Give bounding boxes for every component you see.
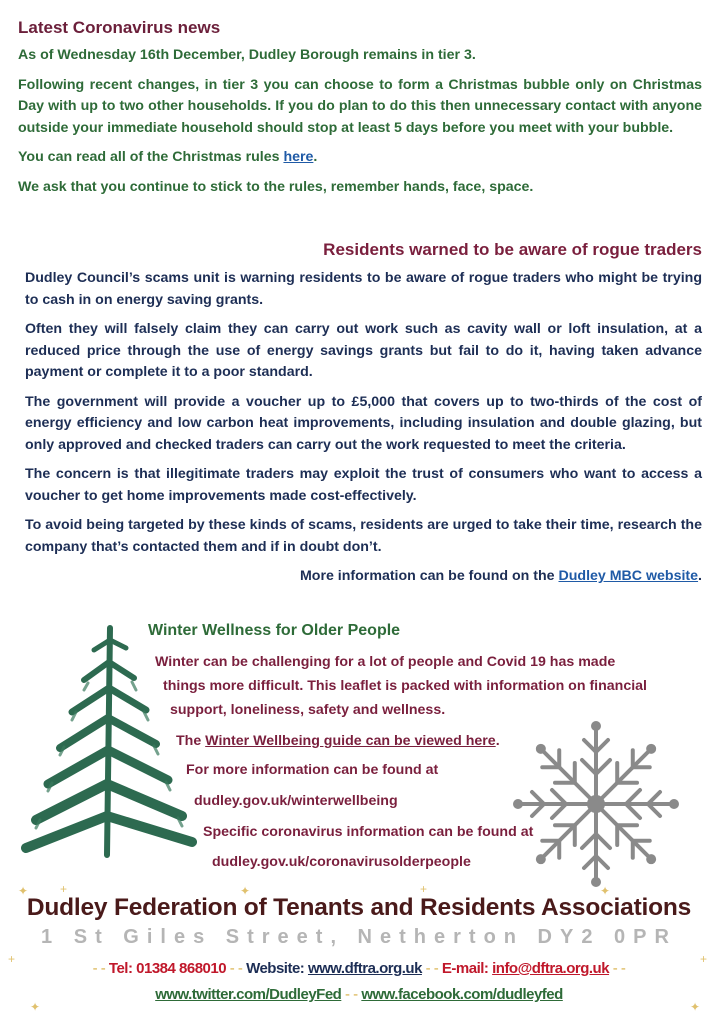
stick-to-rules-paragraph: We ask that you continue to stick to the rules, remember hands, face, space.: [18, 178, 534, 195]
sparkle-icon: ✦: [18, 884, 29, 898]
footer: [0, 882, 718, 1024]
organisation-name: Dudley Federation of Tenants and Residents Associations: [26, 894, 692, 921]
winter-guide-line: The Winter Wellbeing guide can be viewed here.: [176, 733, 500, 749]
coronavirus-info-line: Specific coronavirus information can be found at: [203, 824, 534, 840]
email-label: E-mail:: [441, 960, 493, 977]
coronavirus-older-people-url: dudley.gov.uk/coronavirusolderpeople: [212, 854, 471, 870]
sparkle-icon: ✦: [690, 1000, 701, 1014]
avoid-scams-paragraph: To avoid being targeted by these kinds of scams, residents are urged to take their time, research the company that’s contacted them and if in doubt don’t.: [25, 517, 702, 555]
winter-text-line-2: things more difficult. This leaflet is packed with information on financial: [163, 678, 648, 694]
more-info-paragraph: More information can be found on the Dudley MBC website.: [299, 568, 702, 584]
sparkle-icon: +: [8, 952, 16, 966]
sparkle-icon: ✦: [600, 884, 611, 898]
telephone-number: Tel: 01384 868010: [108, 960, 227, 977]
website-link[interactable]: www.dftra.org.uk: [307, 960, 422, 977]
dudley-mbc-website-link[interactable]: Dudley MBC website: [558, 568, 699, 584]
sparkle-icon: +: [60, 882, 68, 896]
winter-wellbeing-guide-link[interactable]: Winter Wellbeing guide can be viewed here: [205, 733, 496, 749]
winter-text-line-3: support, loneliness, safety and wellness.: [170, 702, 446, 718]
concern-paragraph: The concern is that illegitimate traders may exploit the trust of consumers who want to access a voucher to get home improvements made cost-effectively.: [25, 466, 702, 504]
organisation-address: 1 St Giles Street, Netherton DY2 0PR: [41, 926, 677, 948]
winter-more-info-line: For more information can be found at: [186, 762, 439, 778]
sparkle-icon: ✦: [240, 884, 251, 898]
coronavirus-news-title: Latest Coronavirus news: [18, 18, 221, 37]
rogue-traders-title: Residents warned to be aware of rogue traders: [323, 240, 702, 259]
winter-text-line-1: Winter can be challenging for a lot of people and Covid 19 has made: [155, 654, 616, 670]
rogue-traders-section: [25, 240, 702, 596]
twitter-link[interactable]: www.twitter.com/DudleyFed: [155, 986, 342, 1003]
sparkle-icon: ✦: [30, 1000, 41, 1014]
contact-line: - - Tel: 01384 868010 - - Website: www.dftra.org.uk - - E-mail: info@dftra.org.uk - -: [92, 960, 626, 977]
voucher-paragraph: The government will provide a voucher up to £5,000 that covers up to two-thirds of the cost of energy efficiency and low carbon heat improvements, including insulation and double glazing, but only approved and checked traders can carry out the work requested to meet the criteria.: [25, 393, 702, 453]
website-label: Website:: [246, 960, 308, 977]
scams-unit-paragraph: Dudley Council’s scams unit is warning residents to be aware of rogue traders who might be trying to cash in on energy saving grants.: [25, 270, 702, 308]
christmas-rules-paragraph: You can read all of the Christmas rules here.: [18, 149, 318, 165]
christmas-rules-link[interactable]: here: [283, 149, 314, 165]
winter-wellbeing-url: dudley.gov.uk/winterwellbeing: [194, 793, 398, 809]
coronavirus-news-section: [18, 18, 702, 206]
false-claims-paragraph: Often they will falsely claim they can carry out work such as cavity wall or loft insulation, at a reduced price through the use of energy savings grants but fail to do it, having taken advance payment or complete it to a poor standard.: [25, 321, 702, 380]
sparkle-icon: +: [420, 882, 428, 896]
snowflake-icon: [512, 720, 680, 888]
tier-status-paragraph: As of Wednesday 16th December, Dudley Borough remains in tier 3.: [18, 47, 476, 63]
social-links-line: www.twitter.com/DudleyFed - - www.facebook.com/dudleyfed: [155, 986, 563, 1003]
christmas-bubble-paragraph: Following recent changes, in tier 3 you can choose to form a Christmas bubble only on Christmas Day with up to two other households. If you do plan to do this then unnecessary contact with anyone outside your immediate household should stop at least 5 days before you meet with your bubble.: [18, 76, 702, 136]
winter-wellness-title: Winter Wellness for Older People: [148, 622, 401, 639]
email-link[interactable]: info@dftra.org.uk: [492, 960, 610, 977]
sparkle-icon: +: [700, 952, 708, 966]
facebook-link[interactable]: www.facebook.com/dudleyfed: [361, 986, 563, 1003]
